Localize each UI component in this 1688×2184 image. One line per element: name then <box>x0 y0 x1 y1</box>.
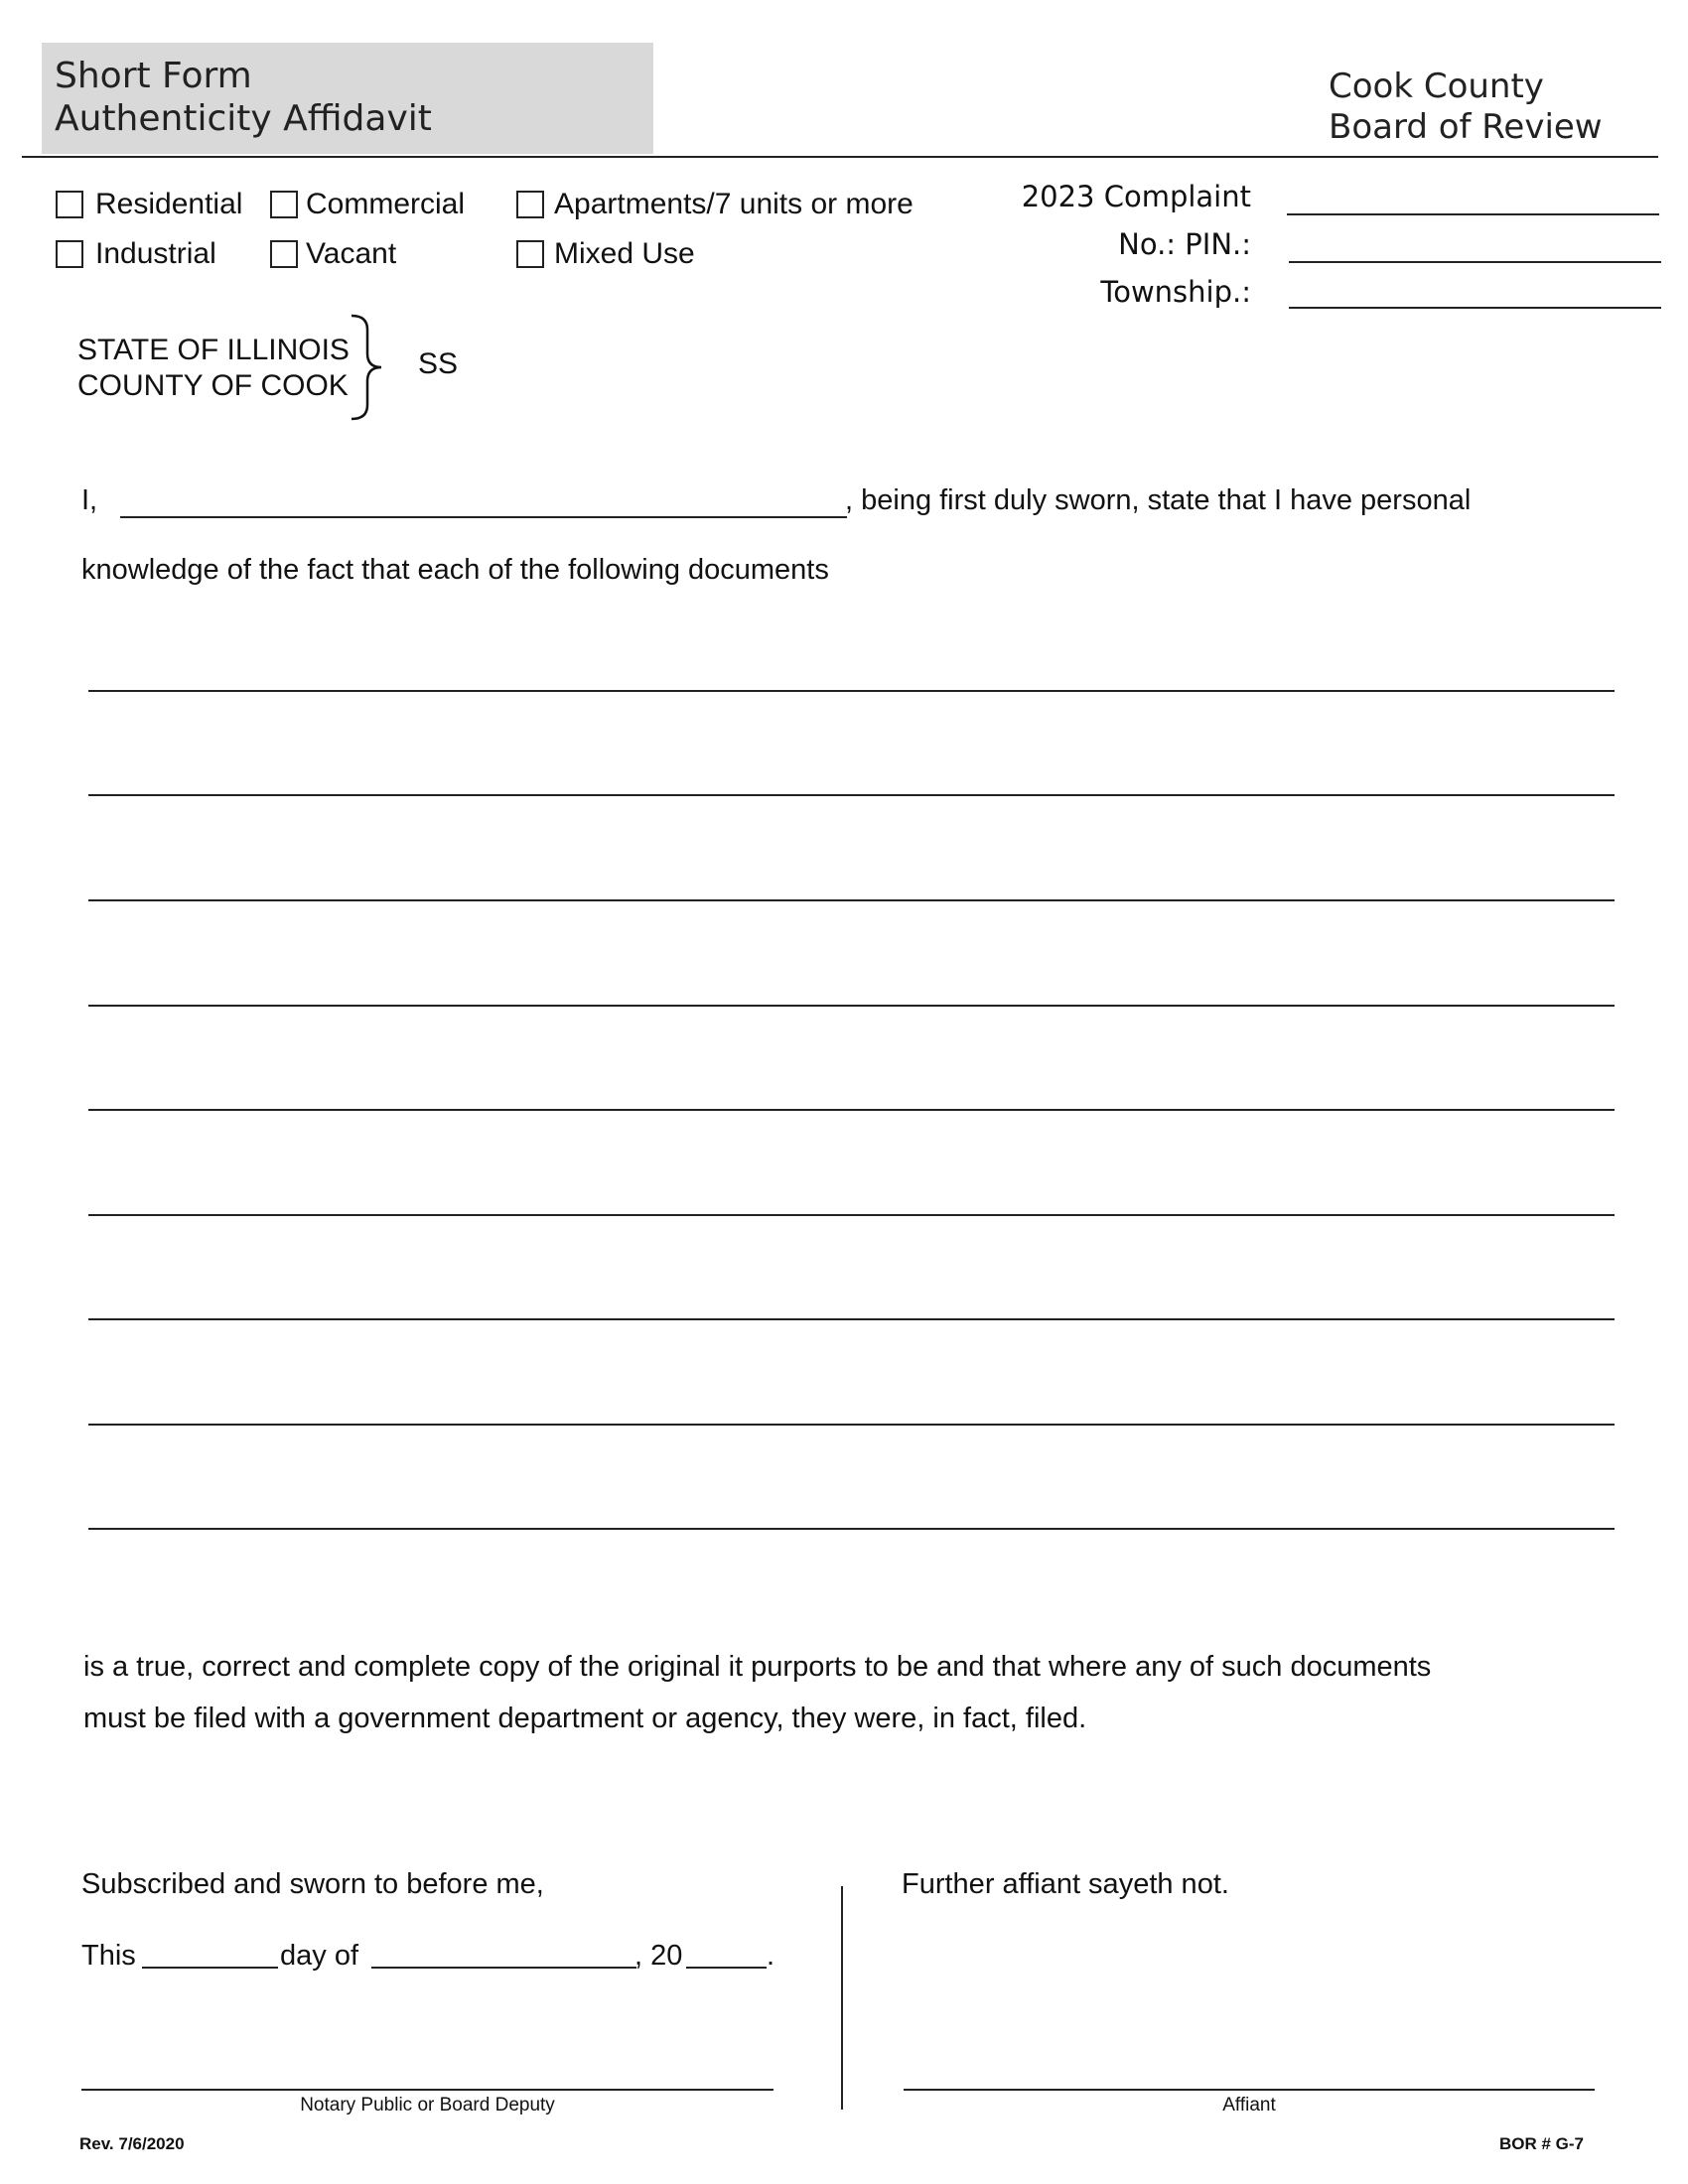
org-name-line1: Cook County <box>1329 67 1544 106</box>
county-text: COUNTY OF COOK <box>77 369 349 402</box>
mixed-use-checkbox[interactable] <box>516 240 544 268</box>
sworn-text: Subscribed and sworn to before me, <box>81 1868 544 1900</box>
document-line-2[interactable] <box>88 794 1615 796</box>
document-line-6[interactable] <box>88 1214 1615 1216</box>
form-title <box>55 55 432 140</box>
closing-line2: must be filed with a government department or agency, they were, in fact, filed. <box>83 1703 1087 1734</box>
industrial-label: Industrial <box>95 237 216 270</box>
industrial-checkbox[interactable] <box>56 240 83 268</box>
form-number: BOR # G-7 <box>1499 2134 1585 2153</box>
revision-date: Rev. 7/6/2020 <box>79 2134 185 2153</box>
statement-line2: knowledge of the fact that each of the following documents <box>81 554 829 586</box>
signature-divider <box>841 1886 843 2110</box>
statement-suffix: , being first duly sworn, state that I have personal <box>845 484 1472 516</box>
pin-field[interactable] <box>1289 261 1661 263</box>
document-line-3[interactable] <box>88 899 1615 901</box>
statement-prefix: I, <box>81 484 98 516</box>
form-title-line1: Short Form <box>55 56 252 96</box>
curly-brace-icon <box>348 314 387 421</box>
pin-label: No.: PIN.: <box>1118 227 1251 261</box>
this-label: This <box>81 1940 136 1972</box>
commercial-checkbox[interactable] <box>270 191 298 218</box>
month-field[interactable] <box>371 1967 636 1969</box>
commercial-label: Commercial <box>306 188 466 220</box>
affiant-statement: Further affiant sayeth not. <box>902 1868 1229 1900</box>
complaint-field[interactable] <box>1287 213 1659 215</box>
organization-name <box>1329 67 1603 148</box>
document-line-5[interactable] <box>88 1109 1615 1111</box>
apartments-label: Apartments/7 units or more <box>554 188 914 220</box>
notary-signature-line[interactable] <box>81 2089 774 2091</box>
form-title-line2: Authenticity Affidavit <box>55 98 432 139</box>
mixed-use-label: Mixed Use <box>554 237 695 270</box>
document-line-7[interactable] <box>88 1318 1615 1320</box>
year-prefix-label: , 20 <box>634 1940 683 1972</box>
document-line-4[interactable] <box>88 1005 1615 1007</box>
document-line-9[interactable] <box>88 1528 1615 1530</box>
notary-signature-label: Notary Public or Board Deputy <box>300 2095 555 2116</box>
ss-text: SS <box>418 347 459 380</box>
venue-block <box>77 333 350 404</box>
document-line-8[interactable] <box>88 1424 1615 1426</box>
day-of-label: day of <box>280 1940 358 1972</box>
affiant-name-field[interactable] <box>120 516 847 518</box>
state-text: STATE OF ILLINOIS <box>77 334 350 366</box>
vacant-checkbox[interactable] <box>270 240 298 268</box>
affiant-signature-line[interactable] <box>904 2089 1595 2091</box>
residential-checkbox[interactable] <box>56 191 83 218</box>
day-field[interactable] <box>142 1967 278 1969</box>
apartments-checkbox[interactable] <box>516 191 544 218</box>
org-name-line2: Board of Review <box>1329 107 1603 147</box>
affiant-signature-label: Affiant <box>1222 2095 1276 2116</box>
period-text: . <box>767 1940 775 1972</box>
residential-label: Residential <box>95 188 243 220</box>
year-field[interactable] <box>686 1967 767 1969</box>
vacant-label: Vacant <box>306 237 397 270</box>
header-divider <box>22 156 1658 158</box>
document-line-1[interactable] <box>88 690 1615 692</box>
closing-line1: is a true, correct and complete copy of the original it purports to be and that where any of such documents <box>83 1651 1432 1683</box>
township-label: Township.: <box>1100 275 1251 309</box>
township-field[interactable] <box>1289 307 1661 309</box>
complaint-label: 2023 Complaint <box>1021 180 1251 213</box>
